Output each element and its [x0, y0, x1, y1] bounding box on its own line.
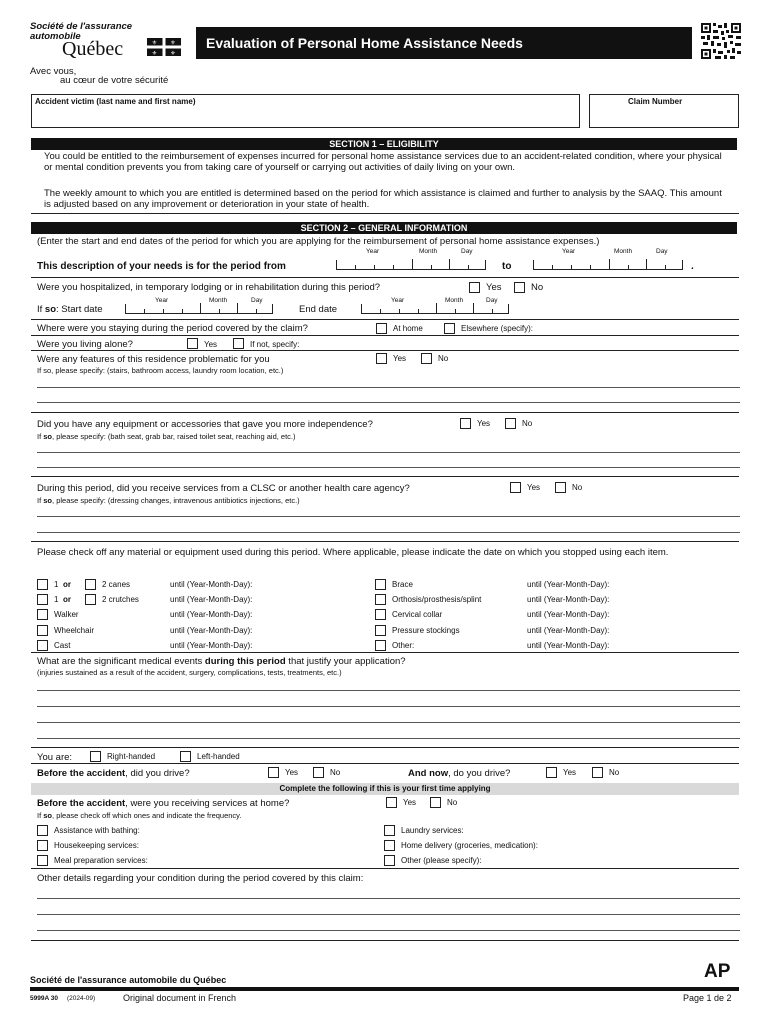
residence-question: Were any features of this residence problematic for you: [37, 354, 270, 365]
until-label: until (Year-Month-Day):: [170, 595, 253, 604]
until-label: until (Year-Month-Day):: [170, 580, 253, 589]
drive-now-no-label: No: [609, 768, 620, 777]
equipment-question: Did you have any equipment or accessories that gave you more independence?: [37, 419, 373, 430]
one-label: 1: [54, 580, 59, 589]
cast-label: Cast: [54, 641, 71, 650]
hospital-start-date-field[interactable]: [125, 304, 273, 314]
walker-label: Walker: [54, 610, 79, 619]
day-label: Day: [251, 297, 263, 304]
other-equipment-checkbox[interactable]: [375, 640, 386, 651]
answer-line[interactable]: [37, 722, 740, 723]
footer-original: Original document in French: [123, 993, 237, 1003]
one-cane-checkbox[interactable]: [37, 579, 48, 590]
claim-number-field[interactable]: [589, 94, 739, 128]
clsc-yes-label: Yes: [527, 483, 541, 492]
housekeeping-checkbox[interactable]: [37, 840, 48, 851]
drive-before-no-checkbox[interactable]: [313, 767, 324, 778]
right-handed-label: Right-handed: [107, 752, 156, 761]
right-handed-checkbox[interactable]: [90, 751, 101, 762]
residence-yes-checkbox[interactable]: [376, 353, 387, 364]
footer-org: Société de l'assurance automobile du Québec: [30, 975, 227, 985]
footer-code: AP: [704, 961, 731, 982]
period-label: This description of your needs is for the period from: [37, 261, 286, 272]
two-crutches-label: 2 crutches: [102, 595, 139, 604]
svg-text:⚜: ⚜: [151, 50, 158, 56]
brace-label: Brace: [392, 580, 413, 589]
period-start-date-field[interactable]: [336, 260, 486, 270]
title-banner: [196, 27, 692, 59]
month-label: Month: [445, 297, 464, 304]
day-label: Day: [486, 297, 498, 304]
answer-line[interactable]: [37, 706, 740, 707]
clsc-no-label: No: [572, 483, 583, 492]
svg-text:⚜: ⚜: [151, 39, 158, 47]
equipment-yes-label: Yes: [477, 419, 491, 428]
two-canes-checkbox[interactable]: [85, 579, 96, 590]
you-are-label: You are:: [37, 752, 73, 763]
answer-line[interactable]: [37, 690, 740, 691]
left-handed-label: Left-handed: [197, 752, 240, 761]
delivery-label: Home delivery (groceries, medication):: [401, 841, 538, 850]
answer-line[interactable]: [37, 898, 740, 899]
alone-yes-label: Yes: [204, 340, 218, 349]
pressure-stockings-checkbox[interactable]: [375, 625, 386, 636]
at-home-label: At home: [393, 324, 423, 333]
hospitalized-yes-checkbox[interactable]: [469, 282, 480, 293]
meal-prep-label: Meal preparation services:: [54, 856, 148, 865]
answer-line[interactable]: [37, 532, 740, 533]
staying-question: Where were you staying during the period covered by the claim?: [37, 323, 308, 334]
month-label: Month: [419, 248, 438, 255]
wheelchair-label: Wheelchair: [54, 626, 95, 635]
if-so-start-date-label: If so: Start date: [37, 304, 103, 315]
clsc-hint: If so, please specify: (dressing changes, intravenous antibiotics injections, etc.): [37, 496, 300, 505]
two-crutches-checkbox[interactable]: [85, 594, 96, 605]
equipment-hint: If so, please specify: (bath seat, grab bar, raised toilet seat, reaching aid, etc.): [37, 432, 296, 441]
residence-hint: If so, please specify: (stairs, bathroom access, laundry room location, etc.): [37, 366, 284, 375]
equipment-no-checkbox[interactable]: [505, 418, 516, 429]
first-time-heading: Complete the following if this is your first time applying: [31, 783, 739, 795]
month-label: Month: [209, 297, 228, 304]
day-label: Day: [656, 248, 668, 255]
at-home-checkbox[interactable]: [376, 323, 387, 334]
alone-if-not-label: If not, specify:: [250, 340, 300, 349]
elsewhere-label: Elsewhere (specify):: [461, 324, 534, 333]
other-service-checkbox[interactable]: [384, 855, 395, 866]
answer-line[interactable]: [37, 452, 740, 453]
other-details-question: Other details regarding your condition during the period covered by this claim:: [37, 873, 364, 884]
answer-line[interactable]: [37, 738, 740, 739]
answer-line[interactable]: [37, 402, 740, 403]
year-label: Year: [155, 297, 169, 304]
footer-rule: [30, 987, 739, 991]
svg-text:⚜: ⚜: [170, 50, 176, 56]
footer-form-date: (2024-09): [67, 995, 96, 1002]
other-service-label: Other (please specify):: [401, 856, 482, 865]
hospitalized-no-checkbox[interactable]: [514, 282, 525, 293]
equipment-yes-checkbox[interactable]: [460, 418, 471, 429]
laundry-checkbox[interactable]: [384, 825, 395, 836]
medical-events-question: What are the significant medical events during this period that justify your application?: [37, 656, 406, 667]
victim-name-label: Accident victim (last name and first name): [35, 97, 196, 106]
hospitalized-no-label: No: [531, 282, 544, 293]
cervical-collar-checkbox[interactable]: [375, 609, 386, 620]
qr-code: [701, 23, 741, 59]
housekeeping-label: Housekeeping services:: [54, 841, 139, 850]
services-before-question: Before the accident, were you receiving services at home?: [37, 798, 290, 809]
answer-line[interactable]: [37, 387, 740, 388]
two-canes-label: 2 canes: [102, 580, 131, 589]
drive-now-no-checkbox[interactable]: [592, 767, 603, 778]
answer-line[interactable]: [37, 930, 740, 931]
form-title: Evaluation of Personal Home Assistance Needs: [206, 35, 523, 51]
residence-yes-label: Yes: [393, 354, 407, 363]
svg-text:⚜: ⚜: [170, 39, 176, 47]
or-label: or: [63, 580, 71, 589]
cervical-collar-label: Cervical collar: [392, 610, 443, 619]
hospitalized-question: Were you hospitalized, in temporary lodging or in rehabilitation during this period?: [37, 282, 381, 293]
answer-line[interactable]: [37, 914, 740, 915]
year-label: Year: [562, 248, 576, 255]
living-alone-question: Were you living alone?: [37, 339, 133, 350]
org-quebec-wordmark: Québec: [62, 38, 124, 60]
org-name-line2: automobile: [30, 31, 81, 42]
medical-events-hint: (injuries sustained as a result of the accident, surgery, complications, tests, treatments, etc.): [37, 668, 342, 677]
org-name-line1: Société de l'assurance: [30, 21, 133, 32]
one-crutch-checkbox[interactable]: [37, 594, 48, 605]
until-label: until (Year-Month-Day):: [527, 595, 610, 604]
meal-prep-checkbox[interactable]: [37, 855, 48, 866]
slogan-line2: au cœur de votre sécurité: [60, 75, 169, 86]
bathing-checkbox[interactable]: [37, 825, 48, 836]
period-end-dot: .: [691, 261, 694, 272]
year-label: Year: [391, 297, 405, 304]
until-label: until (Year-Month-Day):: [170, 626, 253, 635]
section2-heading: SECTION 2 – GENERAL INFORMATION: [31, 222, 737, 234]
services-hint: If so, please check off which ones and indicate the frequency.: [37, 811, 242, 820]
laundry-label: Laundry services:: [401, 826, 464, 835]
one-label: 1: [54, 595, 59, 604]
services-no-checkbox[interactable]: [430, 797, 441, 808]
cast-checkbox[interactable]: [37, 640, 48, 651]
equipment-no-label: No: [522, 419, 533, 428]
drive-before-yes-checkbox[interactable]: [268, 767, 279, 778]
clsc-yes-checkbox[interactable]: [510, 482, 521, 493]
hospital-end-date-field[interactable]: [361, 304, 509, 314]
hospitalized-yes-label: Yes: [486, 282, 502, 293]
delivery-checkbox[interactable]: [384, 840, 395, 851]
or-label: or: [63, 595, 71, 604]
orthosis-label: Orthosis/prosthesis/splint: [392, 595, 482, 604]
drive-before-yes-label: Yes: [285, 768, 299, 777]
services-yes-label: Yes: [403, 798, 417, 807]
footer-form-number: 5999A 30: [30, 995, 58, 1002]
until-label: until (Year-Month-Day):: [170, 641, 253, 650]
quebec-flag-logo: [147, 38, 181, 56]
claim-number-label: Claim Number: [628, 97, 683, 106]
other-equipment-label: Other:: [392, 641, 415, 650]
section1-para2: The weekly amount to which you are entitled is determined based on the period for which assistance is claimed and further to analysis by the SAAQ. This amount is adjusted based on any improvement or deterioration in your state of health.: [44, 188, 722, 210]
services-no-label: No: [447, 798, 458, 807]
section1-heading: SECTION 1 – ELIGIBILITY: [31, 138, 737, 150]
services-yes-checkbox[interactable]: [386, 797, 397, 808]
walker-checkbox[interactable]: [37, 609, 48, 620]
slogan-line1: Avec vous,: [30, 66, 77, 77]
left-handed-checkbox[interactable]: [180, 751, 191, 762]
drive-before-no-label: No: [330, 768, 341, 777]
until-label: until (Year-Month-Day):: [527, 580, 610, 589]
bathing-label: Assistance with bathing:: [54, 826, 140, 835]
wheelchair-checkbox[interactable]: [37, 625, 48, 636]
elsewhere-checkbox[interactable]: [444, 323, 455, 334]
alone-yes-checkbox[interactable]: [187, 338, 198, 349]
drive-now-question: And now, do you drive?: [408, 768, 511, 779]
orthosis-checkbox[interactable]: [375, 594, 386, 605]
pressure-stockings-label: Pressure stockings: [392, 626, 460, 635]
day-label: Day: [461, 248, 473, 255]
drive-now-yes-label: Yes: [563, 768, 577, 777]
month-label: Month: [614, 248, 633, 255]
material-intro: Please check off any material or equipment used during this period. Where applicable, please indicate the date on which you stopped using each item.: [37, 547, 669, 558]
year-label: Year: [366, 248, 380, 255]
period-to-label: to: [502, 261, 512, 272]
brace-checkbox[interactable]: [375, 579, 386, 590]
victim-name-field[interactable]: [31, 94, 580, 128]
residence-no-checkbox[interactable]: [421, 353, 432, 364]
until-label: until (Year-Month-Day):: [527, 610, 610, 619]
drive-before-question: Before the accident, did you drive?: [37, 768, 190, 779]
until-label: until (Year-Month-Day):: [170, 610, 253, 619]
footer-page: Page 1 de 2: [683, 993, 732, 1003]
until-label: until (Year-Month-Day):: [527, 641, 610, 650]
period-end-date-field[interactable]: [533, 260, 683, 270]
until-label: until (Year-Month-Day):: [527, 626, 610, 635]
clsc-question: During this period, did you receive services from a CLSC or another health care agency?: [37, 483, 410, 494]
section2-intro: (Enter the start and end dates of the period for which you are applying for the reimbursement of personal home assistance expenses.): [37, 236, 600, 247]
answer-line[interactable]: [37, 516, 740, 517]
alone-no-checkbox[interactable]: [233, 338, 244, 349]
end-date-label: End date: [299, 304, 338, 315]
residence-no-label: No: [438, 354, 449, 363]
answer-line[interactable]: [37, 467, 740, 468]
clsc-no-checkbox[interactable]: [555, 482, 566, 493]
drive-now-yes-checkbox[interactable]: [546, 767, 557, 778]
section1-para1: You could be entitled to the reimbursement of expenses incurred for personal home assistance services due to an accident-related condition, where your physical or mental condition prevents you from taking care of yourself or carrying out activities of daily living on your own.: [44, 151, 722, 173]
